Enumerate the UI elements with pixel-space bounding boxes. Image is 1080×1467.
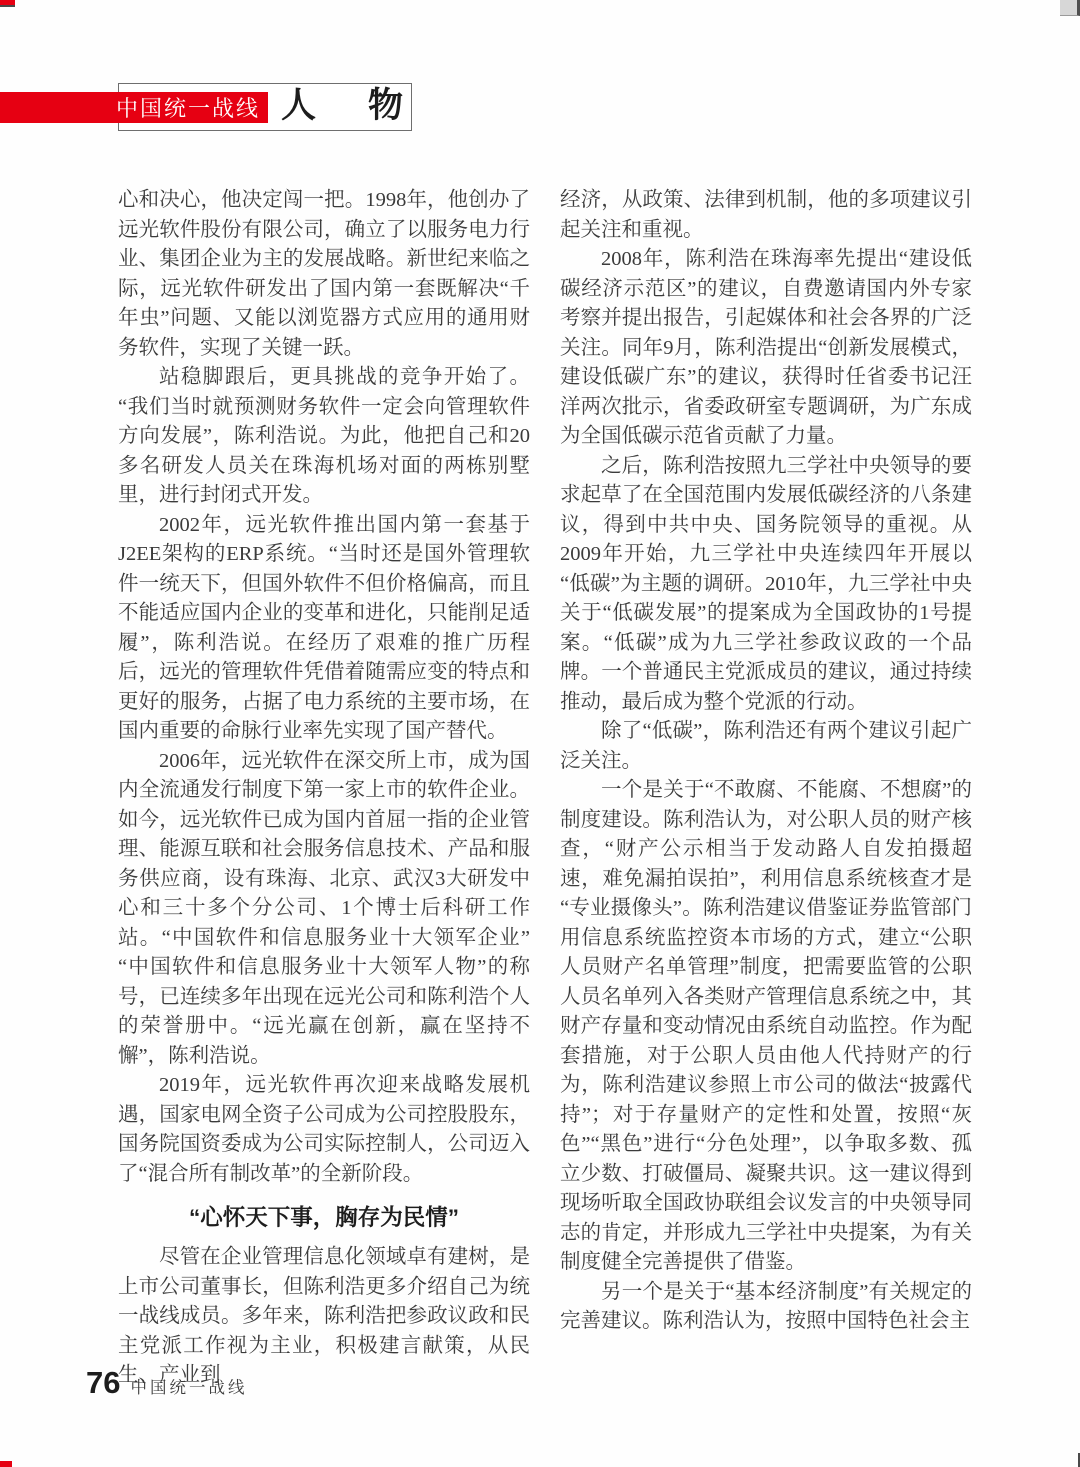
left-column xyxy=(118,186,530,1391)
journal-name: 中国统一战线 xyxy=(130,1379,248,1397)
right-column xyxy=(560,186,972,1391)
article-paragraph: 2002年，远光软件推出国内第一套基于J2EE架构的ERP系统。“当时还是国外管理软件一统天下，但国外软件不但价格偏高，而且不能适应国内企业的变革和进化，只能削足适履”，陈利浩说。在经历了艰难的推广历程后，远光的管理软件凭借着随需应变的特点和更好的服务，占据了电力系统的主要市场，在国内重要的命脉行业率先实现了国产替代。 xyxy=(118,513,530,742)
article-paragraph: 之后，陈利浩按照九三学社中央领导的要求起草了在全国范围内发展低碳经济的八条建议，得到中共中央、国务院领导的重视。从2009年开始，九三学社中央连续四年开展以“低碳”为主题的调研。2010年，九三学社中央关于“低碳发展”的提案成为全国政协的1号提案。“低碳”成为九三学社参政议政的一个品牌。一个普通民主党派成员的建议，通过持续推动，最后成为整个党派的行动。 xyxy=(560,454,972,713)
article-paragraph: 经济，从政策、法律到机制，他的多项建议引起关注和重视。 xyxy=(560,189,972,241)
page-footer xyxy=(86,1365,247,1401)
brand-label: 中国统一战线 xyxy=(115,96,260,121)
brand-bar xyxy=(0,92,268,123)
section-title: 人物 xyxy=(281,86,456,125)
print-mark-bottom-left xyxy=(0,1461,12,1467)
section-heading: “心怀天下事，胸存为民情” xyxy=(188,1205,459,1230)
article-paragraph: 心和决心，他决定闯一把。1998年，他创办了远光软件股份有限公司，确立了以服务电力行业、集团企业为主的发展战略。新世纪来临之际，远光软件研发出了国内第一套既解决“千年虫”问题、又能以浏览器方式应用的通用财务软件，实现了关键一跃。 xyxy=(118,189,530,359)
article-paragraph: 除了“低碳”，陈利浩还有两个建议引起广泛关注。 xyxy=(560,720,972,772)
page-number: 76 xyxy=(86,1365,121,1400)
print-mark-top-right xyxy=(1060,0,1080,16)
article-columns xyxy=(118,186,972,1391)
article-paragraph: 站稳脚跟后，更具挑战的竞争开始了。“我们当时就预测财务软件一定会向管理软件方向发展”，陈利浩说。为此，他把自己和20多名研发人员关在珠海机场对面的两栋别墅里，进行封闭式开发。 xyxy=(118,366,530,506)
article-paragraph: 2019年，远光软件再次迎来战略发展机遇，国家电网全资子公司成为公司控股股东，国务院国资委成为公司实际控制人，公司迈入了“混合所有制改革”的全新阶段。 xyxy=(118,1074,530,1185)
article-paragraph: 尽管在企业管理信息化领域卓有建树，是上市公司董事长，但陈利浩更多介绍自己为统一战线成员。多年来，陈利浩把参政议政和民主党派工作视为主业，积极建言献策，从民生、产业到 xyxy=(118,1246,530,1386)
article-paragraph: 2008年，陈利浩在珠海率先提出“建设低碳经济示范区”的建议，自费邀请国内外专家考察并提出报告，引起媒体和社会各界的广泛关注。同年9月，陈利浩提出“创新发展模式，建设低碳广东”的建议，获得时任省委书记汪洋两次批示，省委政研室专题调研，为广东成为全国低碳示范省贡献了力量。 xyxy=(560,248,972,447)
article-paragraph: 一个是关于“不敢腐、不能腐、不想腐”的制度建设。陈利浩认为，对公职人员的财产核查，“财产公示相当于发动路人自发拍摄超速，难免漏拍误拍”，利用信息系统核查才是“专业摄像头”。陈利浩建议借鉴证券监管部门用信息系统监控资本市场的方式，建立“公职人员财产名单管理”制度，把需要监管的公职人员名单列入各类财产管理信息系统之中，其财产存量和变动情况由系统自动监控。作为配套措施，对于公职人员由他人代持财产的行为，陈利浩建议参照上市公司的做法“披露代持”；对于存量财产的定性和处置，按照“灰色”“黑色”进行“分色处理”，以争取多数、孤立少数、打破僵局、凝聚共识。这一建议得到现场听取全国政协联组会议发言的中央领导同志的肯定，并形成九三学社中央提案，为有关制度健全完善提供了借鉴。 xyxy=(560,779,972,1273)
article-paragraph: 另一个是关于“基本经济制度”有关规定的完善建议。陈利浩认为，按照中国特色社会主 xyxy=(560,1280,972,1332)
article-paragraph: 2006年，远光软件在深交所上市，成为国内全流通发行制度下第一家上市的软件企业。如今，远光软件已成为国内首屈一指的企业管理、能源互联和社会服务信息技术、产品和服务供应商，设有珠海、北京、武汉3大研发中心和三十多个分公司、1个博士后科研工作站。“中国软件和信息服务业十大领军企业”“中国软件和信息服务业十大领军人物”的称号，已连续多年出现在远光公司和陈利浩个人的荣誉册中。“远光赢在创新，赢在坚持不懈”，陈利浩说。 xyxy=(118,749,530,1067)
print-mark-top-left xyxy=(0,0,15,7)
